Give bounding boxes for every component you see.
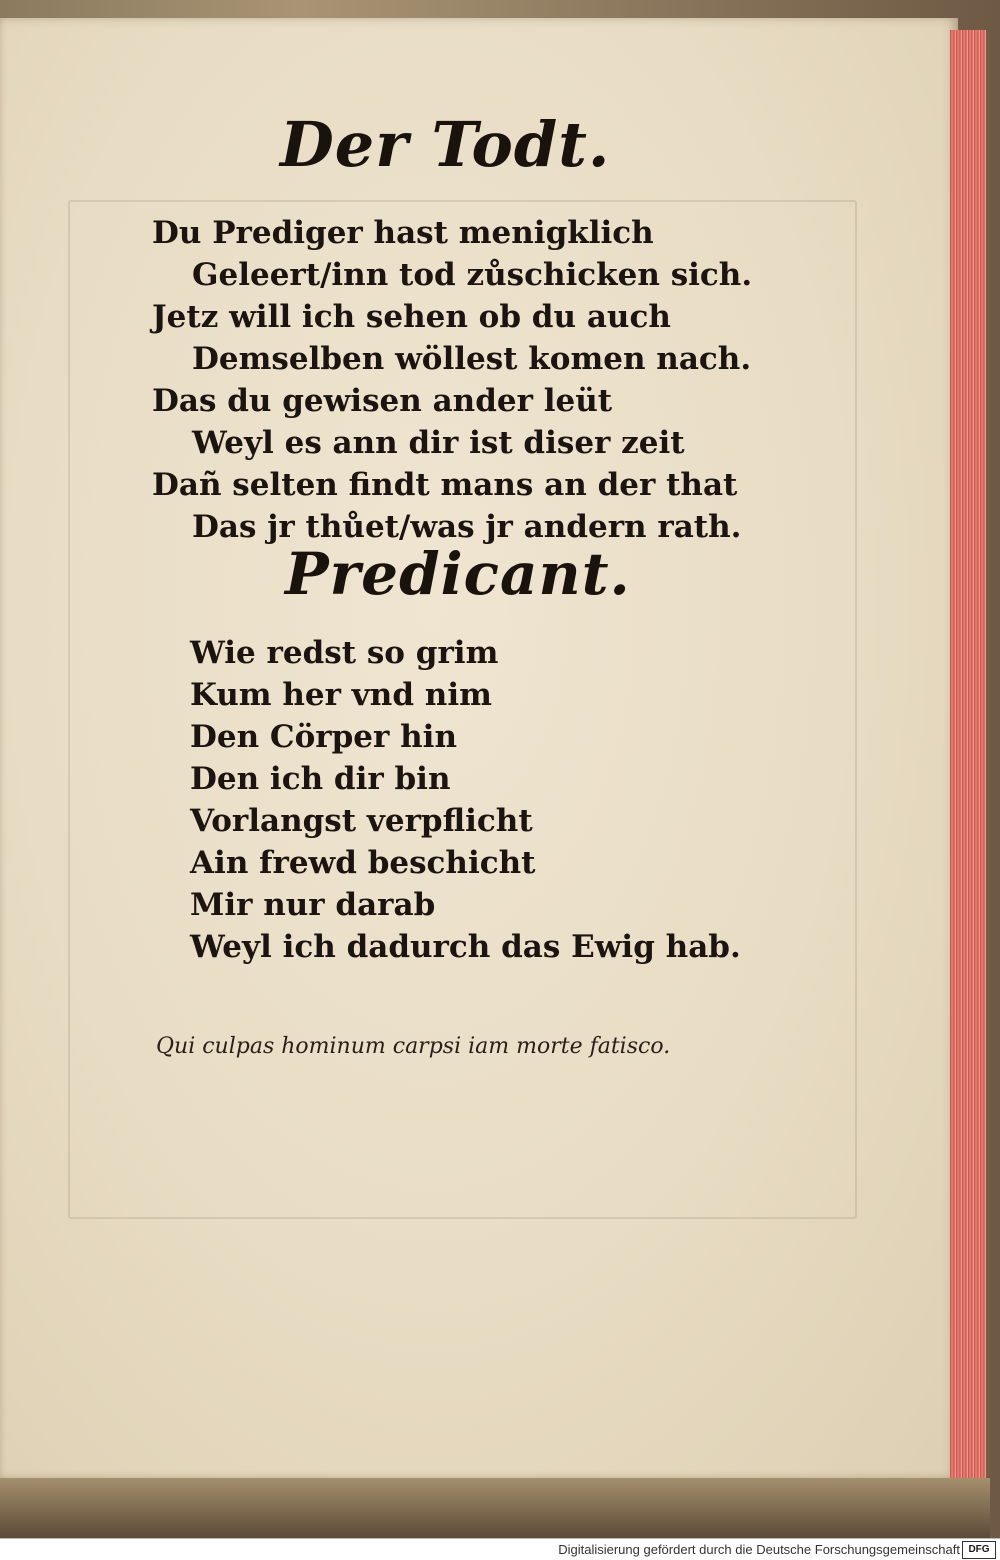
latin-motto: Qui culpas hominum carpsi iam morte fatisco. (156, 1034, 671, 1059)
verse-line: Demselben wöllest komen nach. (192, 341, 752, 377)
verse-line: Vorlangst verpflicht (190, 803, 533, 839)
verse-line: Weyl ich dadurch das Ewig hab. (190, 929, 741, 965)
page-edge-red (950, 30, 989, 1480)
verse-line: Das du gewisen ander leüt (152, 383, 613, 419)
dfg-logo: DFG (962, 1541, 996, 1559)
verse-line: Du Prediger hast menigklich (152, 215, 654, 251)
heading-predicant: Predicant. (285, 540, 631, 608)
verse-line: Den Cörper hin (190, 719, 457, 755)
verse-der-todt (152, 212, 752, 548)
heading-der-todt: Der Todt. (280, 108, 611, 181)
verse-line: Kum her vnd nim (190, 677, 492, 713)
verse-line: Mir nur darab (190, 887, 436, 923)
book-bottom-edge (0, 1478, 990, 1538)
verse-line: Wie redst so grim (190, 635, 499, 671)
verse-line: Geleert/inn tod zůschicken sich. (192, 257, 753, 293)
verse-line: Das jr thůet/was jr andern rath. (192, 509, 742, 545)
verse-line: Weyl es ann dir ist diser zeit (192, 425, 685, 461)
verse-predicant (190, 632, 741, 968)
verse-line: Dañ selten findt mans an der that (152, 467, 738, 503)
funding-credit: Digitalisierung gefördert durch die Deutsche Forschungsgemeinschaft (558, 1542, 960, 1557)
footer-bar (0, 1538, 1000, 1560)
verse-line: Jetz will ich sehen ob du auch (152, 299, 671, 335)
verse-line: Den ich dir bin (190, 761, 451, 797)
verse-line: Ain frewd beschicht (190, 845, 536, 881)
